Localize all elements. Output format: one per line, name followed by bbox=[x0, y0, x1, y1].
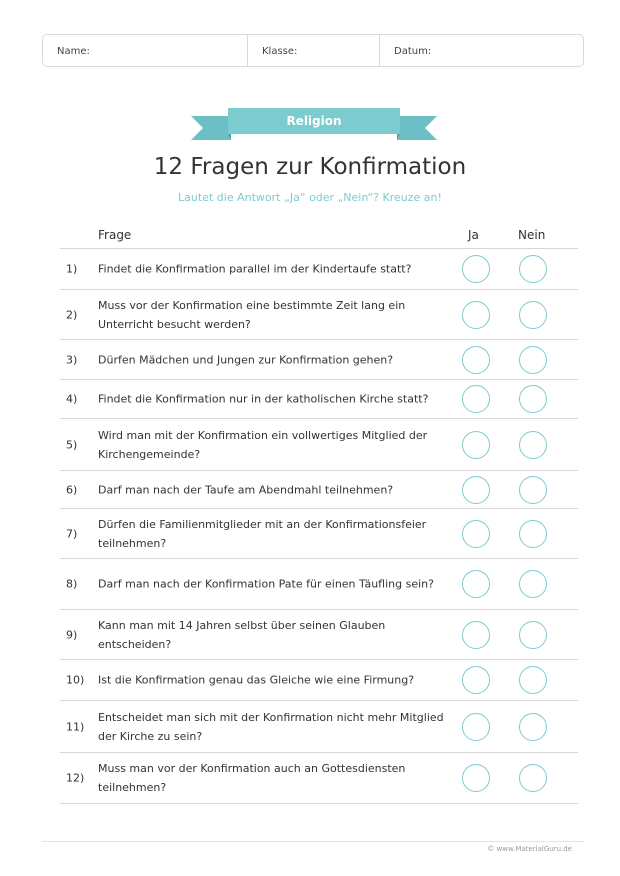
question-text: Ist die Konfirmation genau das Gleiche wie eine Firmung? bbox=[98, 673, 415, 687]
page-title: 12 Fragen zur Konfirmation bbox=[153, 154, 467, 180]
table-row bbox=[60, 609, 578, 659]
answer-no-circle[interactable] bbox=[519, 385, 547, 413]
question-text: Entscheidet man sich mit der Konfirmation nicht mehr Mitglied der Kirche zu sein? bbox=[98, 710, 444, 743]
answer-no-circle[interactable] bbox=[519, 346, 547, 374]
question-number: 3) bbox=[66, 353, 78, 366]
date-field[interactable] bbox=[380, 35, 583, 66]
column-header-no: Nein bbox=[518, 228, 546, 242]
answer-no-circle[interactable] bbox=[519, 666, 547, 694]
table-row bbox=[60, 470, 578, 508]
question-number: 7) bbox=[66, 527, 78, 540]
name-field[interactable] bbox=[43, 35, 248, 66]
question-text: Findet die Konfirmation parallel im der Kindertaufe statt? bbox=[98, 262, 412, 276]
answer-yes-circle[interactable] bbox=[462, 346, 490, 374]
table-row bbox=[60, 248, 578, 289]
answer-yes-circle[interactable] bbox=[462, 570, 490, 598]
answer-yes-circle[interactable] bbox=[462, 255, 490, 283]
answer-yes-circle[interactable] bbox=[462, 621, 490, 649]
question-text: Dürfen die Familienmitglieder mit an der Konfirmationsfeier teilnehmen? bbox=[98, 517, 427, 550]
question-number: 2) bbox=[66, 308, 78, 321]
question-text: Wird man mit der Konfirmation ein vollwertiges Mitglied der Kirchengemeinde? bbox=[98, 428, 428, 461]
answer-no-circle[interactable] bbox=[519, 570, 547, 598]
answer-no-circle[interactable] bbox=[519, 301, 547, 329]
question-table bbox=[60, 248, 578, 804]
question-number: 10) bbox=[66, 673, 85, 687]
column-header-yes: Ja bbox=[468, 228, 479, 242]
answer-yes-circle[interactable] bbox=[462, 713, 490, 741]
question-text: Muss vor der Konfirmation eine bestimmte Zeit lang ein Unterricht besucht werden? bbox=[98, 298, 406, 331]
question-number: 1) bbox=[66, 262, 78, 276]
question-text: Darf man nach der Taufe am Abendmahl teilnehmen? bbox=[98, 483, 394, 496]
table-row bbox=[60, 379, 578, 418]
answer-no-circle[interactable] bbox=[519, 431, 547, 459]
question-number: 9) bbox=[66, 628, 78, 641]
question-text: Kann man mit 14 Jahren selbst über seinen Glauben entscheiden? bbox=[98, 618, 386, 651]
answer-yes-circle[interactable] bbox=[462, 666, 490, 694]
table-row bbox=[60, 418, 578, 470]
answer-yes-circle[interactable] bbox=[462, 476, 490, 504]
answer-no-circle[interactable] bbox=[519, 621, 547, 649]
answer-no-circle[interactable] bbox=[519, 713, 547, 741]
table-row bbox=[60, 339, 578, 379]
answer-no-circle[interactable] bbox=[519, 255, 547, 283]
copyright-footer: © www.MaterialGuru.de bbox=[487, 845, 572, 853]
name-label: Name: bbox=[57, 46, 90, 57]
answer-no-circle[interactable] bbox=[519, 764, 547, 792]
answer-yes-circle[interactable] bbox=[462, 431, 490, 459]
question-number: 11) bbox=[66, 720, 85, 733]
table-row bbox=[60, 700, 578, 752]
question-number: 12) bbox=[66, 771, 85, 785]
question-text: Findet die Konfirmation nur in der katholischen Kirche statt? bbox=[98, 392, 429, 406]
question-number: 5) bbox=[66, 438, 78, 451]
answer-yes-circle[interactable] bbox=[462, 385, 490, 413]
table-row bbox=[60, 659, 578, 700]
question-text: Muss man vor der Konfirmation auch an Gottesdiensten teilnehmen? bbox=[98, 762, 406, 794]
date-label: Datum: bbox=[394, 46, 432, 57]
question-text: Darf man nach der Konfirmation Pate für einen Täufling sein? bbox=[98, 577, 434, 591]
table-row bbox=[60, 752, 578, 804]
footer-divider bbox=[42, 841, 584, 842]
answer-no-circle[interactable] bbox=[519, 476, 547, 504]
question-number: 4) bbox=[66, 392, 78, 406]
subject-label: Religion bbox=[286, 114, 342, 128]
answer-yes-circle[interactable] bbox=[462, 520, 490, 548]
answer-no-circle[interactable] bbox=[519, 520, 547, 548]
question-text: Dürfen Mädchen und Jungen zur Konfirmation gehen? bbox=[98, 353, 394, 366]
answer-yes-circle[interactable] bbox=[462, 764, 490, 792]
class-field[interactable] bbox=[248, 35, 380, 66]
student-info-box bbox=[42, 34, 584, 67]
answer-yes-circle[interactable] bbox=[462, 301, 490, 329]
question-number: 6) bbox=[66, 483, 78, 496]
instructions: Lautet die Antwort „Ja“ oder „Nein“? Kreuze an! bbox=[178, 191, 442, 204]
table-row bbox=[60, 289, 578, 339]
class-label: Klasse: bbox=[262, 46, 298, 57]
question-number: 8) bbox=[66, 577, 78, 591]
table-row bbox=[60, 558, 578, 609]
column-header-question: Frage bbox=[98, 228, 132, 242]
table-row bbox=[60, 508, 578, 558]
